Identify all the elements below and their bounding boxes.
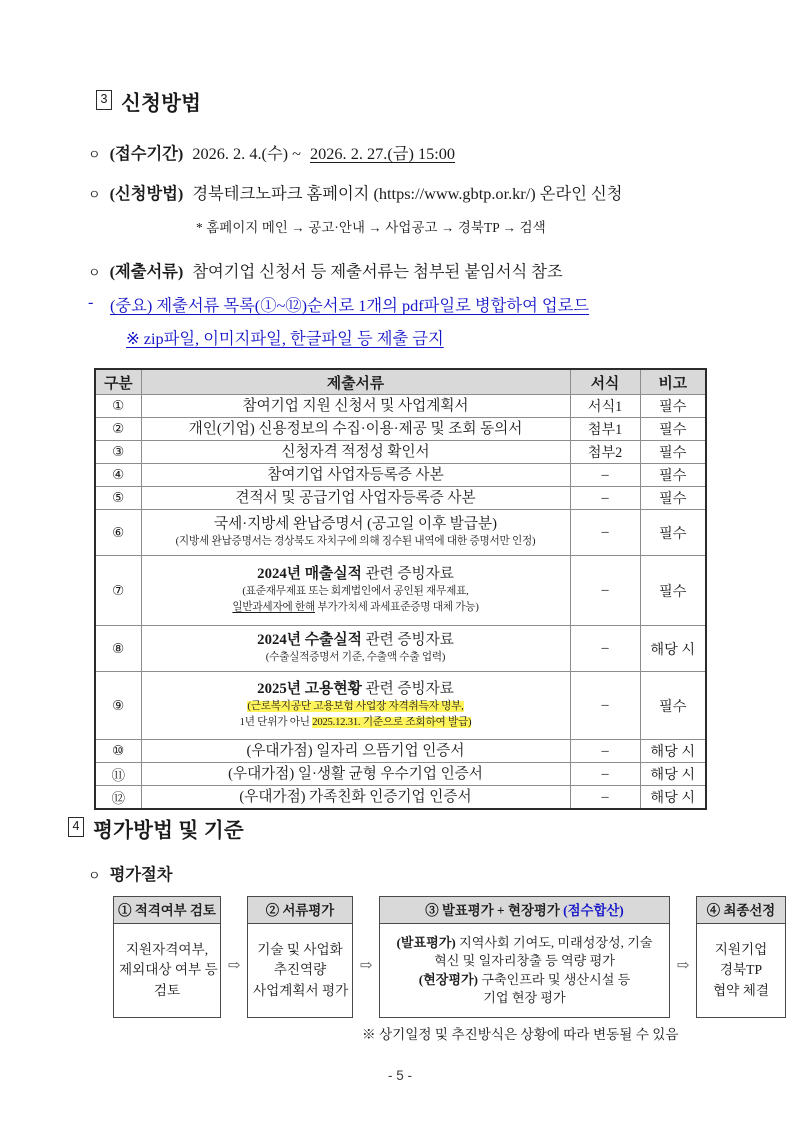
row-document-main-rest: 관련 증빙자료 [361, 632, 454, 649]
flow-arrow-1-icon: ⇨ [227, 957, 241, 974]
bullet-marker: ㅇ [88, 187, 101, 202]
row-document: 신청자격 적정성 확인서 [141, 441, 570, 464]
bullet-marker: ㅇ [88, 265, 101, 280]
flow-step-3-title-accent: (점수합산) [563, 903, 624, 918]
row-form: – [570, 464, 640, 487]
section-3-heading [96, 86, 201, 116]
row-form: – [570, 740, 640, 763]
row-document [141, 510, 570, 556]
row-document [141, 556, 570, 626]
row-document: (우대가점) 가족친화 인증기업 인증서 [141, 786, 570, 810]
section-3-title: 신청방법 [121, 93, 202, 115]
bullet-marker: ㅇ [88, 147, 101, 162]
row-document-sub-2 [144, 600, 568, 616]
flow-step-3-title-plain: ③ 발표평가 + 현장평가 [425, 903, 564, 918]
row-document-sub-plain: 1년 단위가 아닌 [239, 716, 313, 728]
row-index: ⑥ [95, 510, 141, 556]
row-document-sub-underline: 일반과세자에 한해 [232, 601, 316, 613]
row-form: – [570, 786, 640, 810]
flow-step-1-body [114, 924, 220, 1017]
row-document [141, 672, 570, 740]
table-row [95, 740, 706, 763]
col-header-form: 서식 [570, 369, 640, 395]
row-index: ① [95, 395, 141, 418]
flow-step-3-line-1-bold: (발표평가) [396, 934, 456, 950]
flow-step-3-line-2: 혁신 및 일자리창출 등 역량 평가 [434, 953, 615, 969]
row-document: 개인(기업) 신용정보의 수집·이용·제공 및 조회 동의서 [141, 418, 570, 441]
flow-step-4-line-1: 지원기업 [714, 942, 768, 958]
row-remark: 해당 시 [640, 740, 706, 763]
row-document-sub: (지방세 완납증명서는 경상북도 자치구에 의해 징수된 내역에 대한 증명서만 인정) [175, 535, 536, 547]
row-form: – [570, 672, 640, 740]
page-number: - 5 - [387, 1068, 412, 1083]
section-4-number: 4 [68, 817, 84, 837]
bullet-text: 참여기업 신청서 등 제출서류는 첨부된 붙임서식 참조 [192, 262, 563, 281]
table-row [95, 395, 706, 418]
bullet-label: 평가절차 [109, 865, 173, 884]
row-index: ④ [95, 464, 141, 487]
flow-step-1-line-1: 지원자격여부, [125, 942, 209, 958]
row-document-main [144, 631, 568, 649]
flow-step-3-body [380, 924, 669, 1017]
row-form: – [570, 487, 640, 510]
bullet-evaluation-process [88, 861, 172, 885]
bullet-label: (접수기간) [109, 144, 184, 163]
highlighted-text: (근로복지공단 고용보험 사업장 자격취득자 명부, [247, 700, 464, 712]
row-form: – [570, 556, 640, 626]
row-index: ⑤ [95, 487, 141, 510]
row-document: 견적서 및 공급기업 사업자등록증 사본 [141, 487, 570, 510]
row-document-sub-1: (표준재무제표 또는 회계법인에서 공인된 재무제표, [242, 585, 469, 597]
col-header-remark: 비고 [640, 369, 706, 395]
row-document: 참여기업 사업자등록증 사본 [141, 464, 570, 487]
flow-step-4-body [697, 924, 785, 1017]
flow-step-2-title: ② 서류평가 [248, 897, 352, 924]
table-row [95, 672, 706, 740]
evaluation-flow-diagram [113, 896, 786, 1018]
col-header-document: 제출서류 [141, 369, 570, 395]
flow-step-1-title: ① 적격여부 검토 [114, 897, 220, 924]
row-remark: 해당 시 [640, 763, 706, 786]
row-document [141, 626, 570, 672]
row-remark: 필수 [640, 487, 706, 510]
flow-step-3-line-3-bold: (현장평가) [418, 971, 479, 987]
row-document: 참여기업 지원 신청서 및 사업계획서 [141, 395, 570, 418]
row-index: ③ [95, 441, 141, 464]
row-document-main-bold: 2025년 고용현황 [257, 681, 362, 698]
flow-step-4-line-3: 협약 체결 [713, 982, 769, 998]
row-document-main [144, 680, 568, 698]
flow-step-2 [247, 896, 353, 1018]
flow-step-2-line-3: 사업계획서 평가 [253, 982, 349, 998]
row-document-main-rest: 관련 증빙자료 [361, 566, 454, 583]
row-document-sub-1 [144, 699, 568, 715]
flow-step-3-line-3 [385, 971, 664, 989]
row-remark: 필수 [640, 441, 706, 464]
row-index: ⑦ [95, 556, 141, 626]
row-document-main-bold: 2024년 매출실적 [257, 566, 362, 583]
bullet-required-documents [88, 258, 563, 282]
row-document-main-rest: 관련 증빙자료 [361, 681, 454, 698]
bullet-how-to-apply [88, 180, 622, 204]
table-row [95, 626, 706, 672]
flow-step-1 [113, 896, 221, 1018]
row-document: (우대가점) 일·생활 균형 우수기업 인증서 [141, 763, 570, 786]
row-remark: 필수 [640, 395, 706, 418]
table-row [95, 510, 706, 556]
row-form: 첨부1 [570, 418, 640, 441]
homepage-path-note: * 홈페이지 메인 → 공고·안내 → 사업공고 → 경북TP → 검색 [196, 220, 546, 235]
row-index: ⑫ [95, 786, 141, 810]
table-row [95, 418, 706, 441]
row-document-sub-rest: 부가가치세 과세표준증명 대체 가능) [315, 601, 479, 613]
row-remark: 해당 시 [640, 786, 706, 810]
flow-step-3-line-4: 기업 현장 평가 [483, 989, 566, 1005]
row-form: 첨부2 [570, 441, 640, 464]
table-row [95, 464, 706, 487]
table-row [95, 763, 706, 786]
row-form: – [570, 510, 640, 556]
flow-step-3-title [380, 897, 669, 924]
important-note-line-1: (중요) 제출서류 목록(①~⑫)순서로 1개의 pdf파일로 병합하여 업로드 [110, 296, 590, 315]
table-row [95, 556, 706, 626]
row-index: ⑧ [95, 626, 141, 672]
section-4-heading [68, 813, 244, 843]
row-document-main-bold: 2024년 수출실적 [257, 632, 362, 649]
flow-step-1-line-3: 검토 [153, 982, 181, 998]
row-form: – [570, 763, 640, 786]
row-index: ⑨ [95, 672, 141, 740]
flow-step-2-body [248, 924, 352, 1017]
important-note-line-2: ※ zip파일, 이미지파일, 한글파일 등 제출 금지 [126, 329, 444, 348]
flow-step-3-line-1 [385, 934, 664, 952]
row-remark: 필수 [640, 556, 706, 626]
row-remark: 해당 시 [640, 626, 706, 672]
bullet-text: 경북테크노파크 홈페이지 (https://www.gbtp.or.kr/) 온라인 신청 [192, 184, 623, 203]
row-form: 서식1 [570, 395, 640, 418]
flow-step-2-line-1: 기술 및 사업화 [257, 942, 343, 958]
flow-footnote: ※ 상기일정 및 추진방식은 상황에 따라 변동될 수 있음 [362, 1027, 679, 1042]
row-remark: 필수 [640, 418, 706, 441]
row-document-sub-2 [144, 715, 568, 731]
flow-step-3-line-1-rest: 지역사회 기여도, 미래성장성, 기술 [455, 934, 653, 950]
bullet-application-period [88, 140, 455, 164]
table-header-row [95, 369, 706, 395]
table-row [95, 487, 706, 510]
flow-step-1-line-2: 제외대상 여부 등 [119, 962, 218, 978]
flow-step-4-line-2: 경북TP [719, 962, 763, 978]
row-index: ⑪ [95, 763, 141, 786]
flow-step-3-line-3-rest: 구축인프라 및 생산시설 등 [478, 971, 631, 987]
submission-documents-table [94, 368, 707, 810]
table-row [95, 786, 706, 810]
flow-step-4 [696, 896, 786, 1018]
row-form: – [570, 626, 640, 672]
table-row [95, 441, 706, 464]
row-remark: 필수 [640, 672, 706, 740]
flow-step-2-line-2: 추진역량 [273, 962, 327, 978]
row-remark: 필수 [640, 464, 706, 487]
row-document-main: 국세·지방세 완납증명서 (공고일 이후 발급분) [214, 516, 497, 533]
section-4-title: 평가방법 및 기준 [93, 820, 244, 842]
row-remark: 필수 [640, 510, 706, 556]
row-document: (우대가점) 일자리 으뜸기업 인증서 [141, 740, 570, 763]
bullet-label: (신청방법) [109, 184, 184, 203]
row-document-main [144, 565, 568, 583]
bullet-marker: ㅇ [88, 868, 101, 883]
flow-arrow-2-icon: ⇨ [359, 957, 373, 974]
highlighted-text: 2025.12.31. 기준으로 조회하여 발급) [312, 716, 472, 728]
bullet-text: 2026. 2. 4.(수) ~ [192, 144, 301, 163]
row-document-sub: (수출실적증명서 기준, 수출액 수출 업력) [265, 651, 446, 663]
flow-step-4-title: ④ 최종선정 [697, 897, 785, 924]
row-index: ② [95, 418, 141, 441]
bullet-text-underlined: 2026. 2. 27.(금) 15:00 [309, 144, 456, 163]
important-dash-marker: - [88, 292, 94, 311]
row-index: ⑩ [95, 740, 141, 763]
bullet-label: (제출서류) [109, 262, 184, 281]
flow-arrow-3-icon: ⇨ [676, 957, 690, 974]
col-header-category: 구분 [95, 369, 141, 395]
section-3-number: 3 [96, 90, 112, 110]
flow-step-3 [379, 896, 670, 1018]
